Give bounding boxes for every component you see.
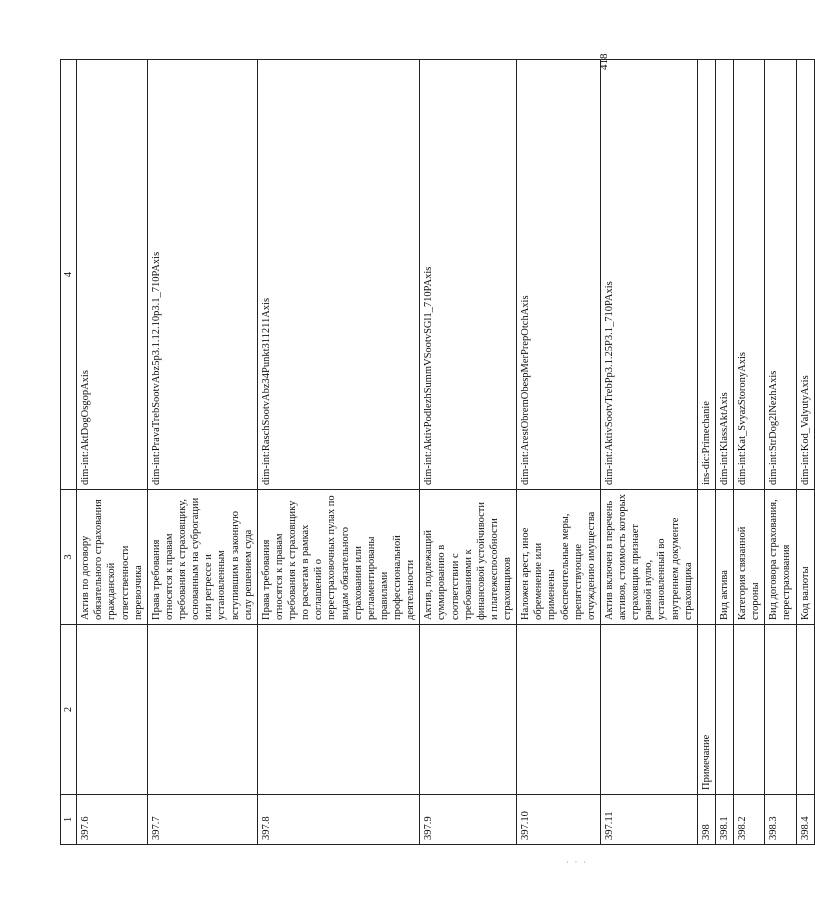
row-label	[77, 625, 148, 795]
row-element: dim-int:AktivPodlezhSummVSootvSGl1_710PAxis	[420, 60, 517, 490]
table-row	[600, 60, 697, 845]
row-description: Права требования относятся к правам требования к страховщику, основанным на суброгации или регрессе и установленным вступившим в законную силу решением суда	[147, 490, 257, 625]
header-cell: 2	[61, 625, 77, 795]
table-row	[697, 60, 715, 845]
row-label	[734, 625, 765, 795]
table-row	[765, 60, 797, 845]
row-code: 398.4	[797, 795, 815, 845]
table-row	[77, 60, 148, 845]
row-code: 398	[697, 795, 715, 845]
row-code: 397.9	[420, 795, 517, 845]
table-header-row	[61, 60, 77, 845]
row-description: Права требования относятся к правам требования к страховщику по расчетам в рамках соглашений о перестраховочных пулах по видам обязательного страхования или регламентированы правилами профессиональной деятельности	[257, 490, 420, 625]
row-element: dim-int:AktDogOsgopAxis	[77, 60, 148, 490]
row-label: Примечание	[697, 625, 715, 795]
row-code: 398.3	[765, 795, 797, 845]
row-label	[517, 625, 601, 795]
row-code: 397.10	[517, 795, 601, 845]
row-description: Актив по договору обязательного страхования гражданской ответственности перевозчика	[77, 490, 148, 625]
table-row	[797, 60, 815, 845]
row-code: 398.1	[715, 795, 733, 845]
row-code: 397.7	[147, 795, 257, 845]
table-row	[420, 60, 517, 845]
table-row	[147, 60, 257, 845]
row-label	[257, 625, 420, 795]
row-description	[697, 490, 715, 625]
row-label	[147, 625, 257, 795]
row-element: dim-int:KlassAktAxis	[715, 60, 733, 490]
row-label	[797, 625, 815, 795]
header-cell: 3	[61, 490, 77, 625]
row-description: Вид договора страхования, перестрахования	[765, 490, 797, 625]
row-description: Категория связанной стороны	[734, 490, 765, 625]
row-label	[765, 625, 797, 795]
row-description: Вид актива	[715, 490, 733, 625]
table-row	[257, 60, 420, 845]
row-label	[600, 625, 697, 795]
row-description: Наложен арест, иное обременение или применены обеспечительные меры, препятствующие отчуждению имущества	[517, 490, 601, 625]
row-label	[715, 625, 733, 795]
page-number: 418	[598, 53, 610, 70]
row-element: dim-int:AktivSootvTrebPp3.1.25P3.1_710PAxis	[600, 60, 697, 490]
row-code: 397.6	[77, 795, 148, 845]
row-code: 397.8	[257, 795, 420, 845]
header-cell: 1	[61, 795, 77, 845]
row-description: Код валюты	[797, 490, 815, 625]
row-element: dim-int:ArestObremObespMerPrepOtchAxis	[517, 60, 601, 490]
data-table	[60, 59, 815, 845]
row-description: Актив, подлежащий суммированию в соответствии с требованиями к финансовой устойчивости и платежеспособности страховщиков	[420, 490, 517, 625]
table-row	[734, 60, 765, 845]
row-element: ins-dic:Primechanie	[697, 60, 715, 490]
row-description: Актив включен в перечень активов, стоимость которых страховщик признает равной нулю, установленный во внутреннем документе страховщика	[600, 490, 697, 625]
row-element: dim-int:Kod_ValyutyAxis	[797, 60, 815, 490]
row-label	[420, 625, 517, 795]
header-cell: 4	[61, 60, 77, 490]
row-code: 398.2	[734, 795, 765, 845]
row-code: 397.11	[600, 795, 697, 845]
table-row	[715, 60, 733, 845]
row-element: dim-int:Kat_SvyazStoronyAxis	[734, 60, 765, 490]
row-element: dim-int:RaschSootvAbz34Punkt311211Axis	[257, 60, 420, 490]
row-element: dim-int:StrDog2lNezhAxis	[765, 60, 797, 490]
scan-specks: · · ·	[566, 858, 588, 867]
row-element: dim-int:PravaTrebSootvAbz5p3.1.12.10p3.1_710PAxis	[147, 60, 257, 490]
table-row	[517, 60, 601, 845]
